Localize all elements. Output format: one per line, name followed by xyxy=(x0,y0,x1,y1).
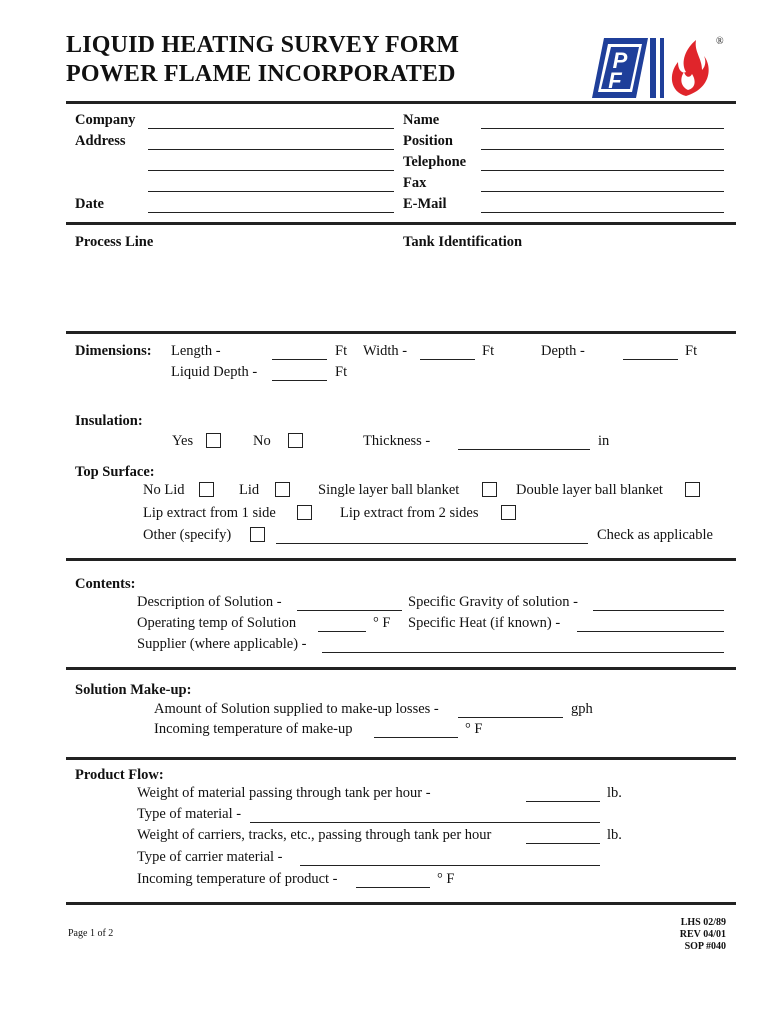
supplier-field[interactable] xyxy=(322,652,724,653)
section-rule xyxy=(66,757,736,760)
weight-material-label: Weight of material passing through tank per hour - xyxy=(137,785,431,801)
insulation-no-label: No xyxy=(253,433,271,449)
dimensions-label: Dimensions: xyxy=(75,343,152,359)
fax-field[interactable] xyxy=(481,191,724,192)
company-label: Company xyxy=(75,112,136,128)
revision-line-3: SOP #040 xyxy=(684,941,726,952)
depth-unit: Ft xyxy=(685,343,698,359)
makeup-amount-label: Amount of Solution supplied to make-up losses - xyxy=(154,701,439,717)
specific-heat-label: Specific Heat (if known) - xyxy=(408,615,561,631)
type-carrier-field[interactable] xyxy=(300,865,600,866)
liquid-depth-unit: Ft xyxy=(335,364,348,380)
email-label: E-Mail xyxy=(403,196,447,212)
position-field[interactable] xyxy=(481,149,724,150)
solution-makeup-label: Solution Make-up: xyxy=(75,682,192,698)
type-material-label: Type of material - xyxy=(137,806,242,822)
double-blanket-checkbox[interactable] xyxy=(685,482,700,497)
registered-mark: ® xyxy=(716,36,724,47)
header-rule xyxy=(66,101,736,104)
width-unit: Ft xyxy=(482,343,495,359)
description-label: Description of Solution - xyxy=(137,594,282,610)
revision-line-2: REV 04/01 xyxy=(679,929,726,940)
company-title: POWER FLAME INCORPORATED xyxy=(66,61,456,87)
footer-rule xyxy=(66,902,736,905)
weight-carriers-field[interactable] xyxy=(526,843,600,844)
gravity-field[interactable] xyxy=(593,610,724,611)
other-checkbox[interactable] xyxy=(250,527,265,542)
operating-temp-field[interactable] xyxy=(318,631,366,632)
lip-2-sides-label: Lip extract from 2 sides xyxy=(340,505,479,521)
section-rule xyxy=(66,222,736,225)
top-surface-label: Top Surface: xyxy=(75,464,155,480)
other-label: Other (specify) xyxy=(143,527,232,543)
weight-material-field[interactable] xyxy=(526,801,600,802)
section-rule xyxy=(66,558,736,561)
thickness-unit: in xyxy=(598,433,610,449)
type-carrier-label: Type of carrier material - xyxy=(137,849,283,865)
length-field[interactable] xyxy=(272,359,327,360)
tank-identification-label: Tank Identification xyxy=(403,234,523,250)
depth-field[interactable] xyxy=(623,359,678,360)
lip-2-sides-checkbox[interactable] xyxy=(501,505,516,520)
single-blanket-label: Single layer ball blanket xyxy=(318,482,460,498)
lip-1-side-label: Lip extract from 1 side xyxy=(143,505,276,521)
position-label: Position xyxy=(403,133,453,149)
weight-carriers-unit: lb. xyxy=(607,827,622,843)
weight-carriers-label: Weight of carriers, tracks, etc., passing through tank per hour xyxy=(137,827,492,843)
telephone-field[interactable] xyxy=(481,170,724,171)
operating-temp-label: Operating temp of Solution xyxy=(137,615,297,631)
length-unit: Ft xyxy=(335,343,348,359)
makeup-amount-field[interactable] xyxy=(458,717,563,718)
insulation-label: Insulation: xyxy=(75,413,143,429)
no-lid-label: No Lid xyxy=(143,482,185,498)
insulation-yes-label: Yes xyxy=(172,433,194,449)
width-label: Width - xyxy=(363,343,408,359)
weight-material-unit: lb. xyxy=(607,785,622,801)
lip-1-side-checkbox[interactable] xyxy=(297,505,312,520)
incoming-product-label: Incoming temperature of product - xyxy=(137,871,338,887)
length-label: Length - xyxy=(171,343,221,359)
company-field[interactable] xyxy=(148,128,394,129)
name-label: Name xyxy=(403,112,440,128)
form-title: LIQUID HEATING SURVEY FORM xyxy=(66,32,460,58)
address-field-1[interactable] xyxy=(148,149,394,150)
section-rule xyxy=(66,667,736,670)
liquid-depth-label: Liquid Depth - xyxy=(171,364,258,380)
logo-letter-p: P xyxy=(612,48,628,73)
thickness-label: Thickness - xyxy=(363,433,431,449)
liquid-depth-field[interactable] xyxy=(272,380,327,381)
date-label: Date xyxy=(75,196,104,212)
check-applicable-note: Check as applicable xyxy=(597,527,713,543)
operating-temp-unit: ° F xyxy=(373,615,391,631)
depth-label: Depth - xyxy=(541,343,585,359)
address-field-2[interactable] xyxy=(148,170,394,171)
supplier-label: Supplier (where applicable) - xyxy=(137,636,307,652)
fax-label: Fax xyxy=(403,175,427,191)
date-field[interactable] xyxy=(148,212,394,213)
email-field[interactable] xyxy=(481,212,724,213)
gravity-label: Specific Gravity of solution - xyxy=(408,594,578,610)
contents-label: Contents: xyxy=(75,576,136,592)
insulation-no-checkbox[interactable] xyxy=(288,433,303,448)
makeup-incoming-unit: ° F xyxy=(465,721,483,737)
thickness-field[interactable] xyxy=(458,449,590,450)
specific-heat-field[interactable] xyxy=(577,631,724,632)
makeup-amount-unit: gph xyxy=(571,701,593,717)
incoming-product-unit: ° F xyxy=(437,871,455,887)
incoming-product-field[interactable] xyxy=(356,887,430,888)
makeup-incoming-field[interactable] xyxy=(374,737,458,738)
other-specify-field[interactable] xyxy=(276,543,588,544)
description-field[interactable] xyxy=(297,610,402,611)
address-field-3[interactable] xyxy=(148,191,394,192)
type-material-field[interactable] xyxy=(250,822,600,823)
revision-line-1: LHS 02/89 xyxy=(680,917,726,928)
double-blanket-label: Double layer ball blanket xyxy=(516,482,663,498)
name-field[interactable] xyxy=(481,128,724,129)
insulation-yes-checkbox[interactable] xyxy=(206,433,221,448)
telephone-label: Telephone xyxy=(403,154,467,170)
power-flame-logo xyxy=(590,34,726,102)
product-flow-label: Product Flow: xyxy=(75,767,164,783)
lid-checkbox[interactable] xyxy=(275,482,290,497)
no-lid-checkbox[interactable] xyxy=(199,482,214,497)
single-blanket-checkbox[interactable] xyxy=(482,482,497,497)
address-label: Address xyxy=(75,133,126,149)
page-number: Page 1 of 2 xyxy=(68,928,114,939)
lid-label: Lid xyxy=(239,482,260,498)
width-field[interactable] xyxy=(420,359,475,360)
makeup-incoming-label: Incoming temperature of make-up xyxy=(154,721,353,737)
section-rule xyxy=(66,331,736,334)
logo-letter-f: F xyxy=(608,68,622,93)
process-line-label: Process Line xyxy=(75,234,154,250)
